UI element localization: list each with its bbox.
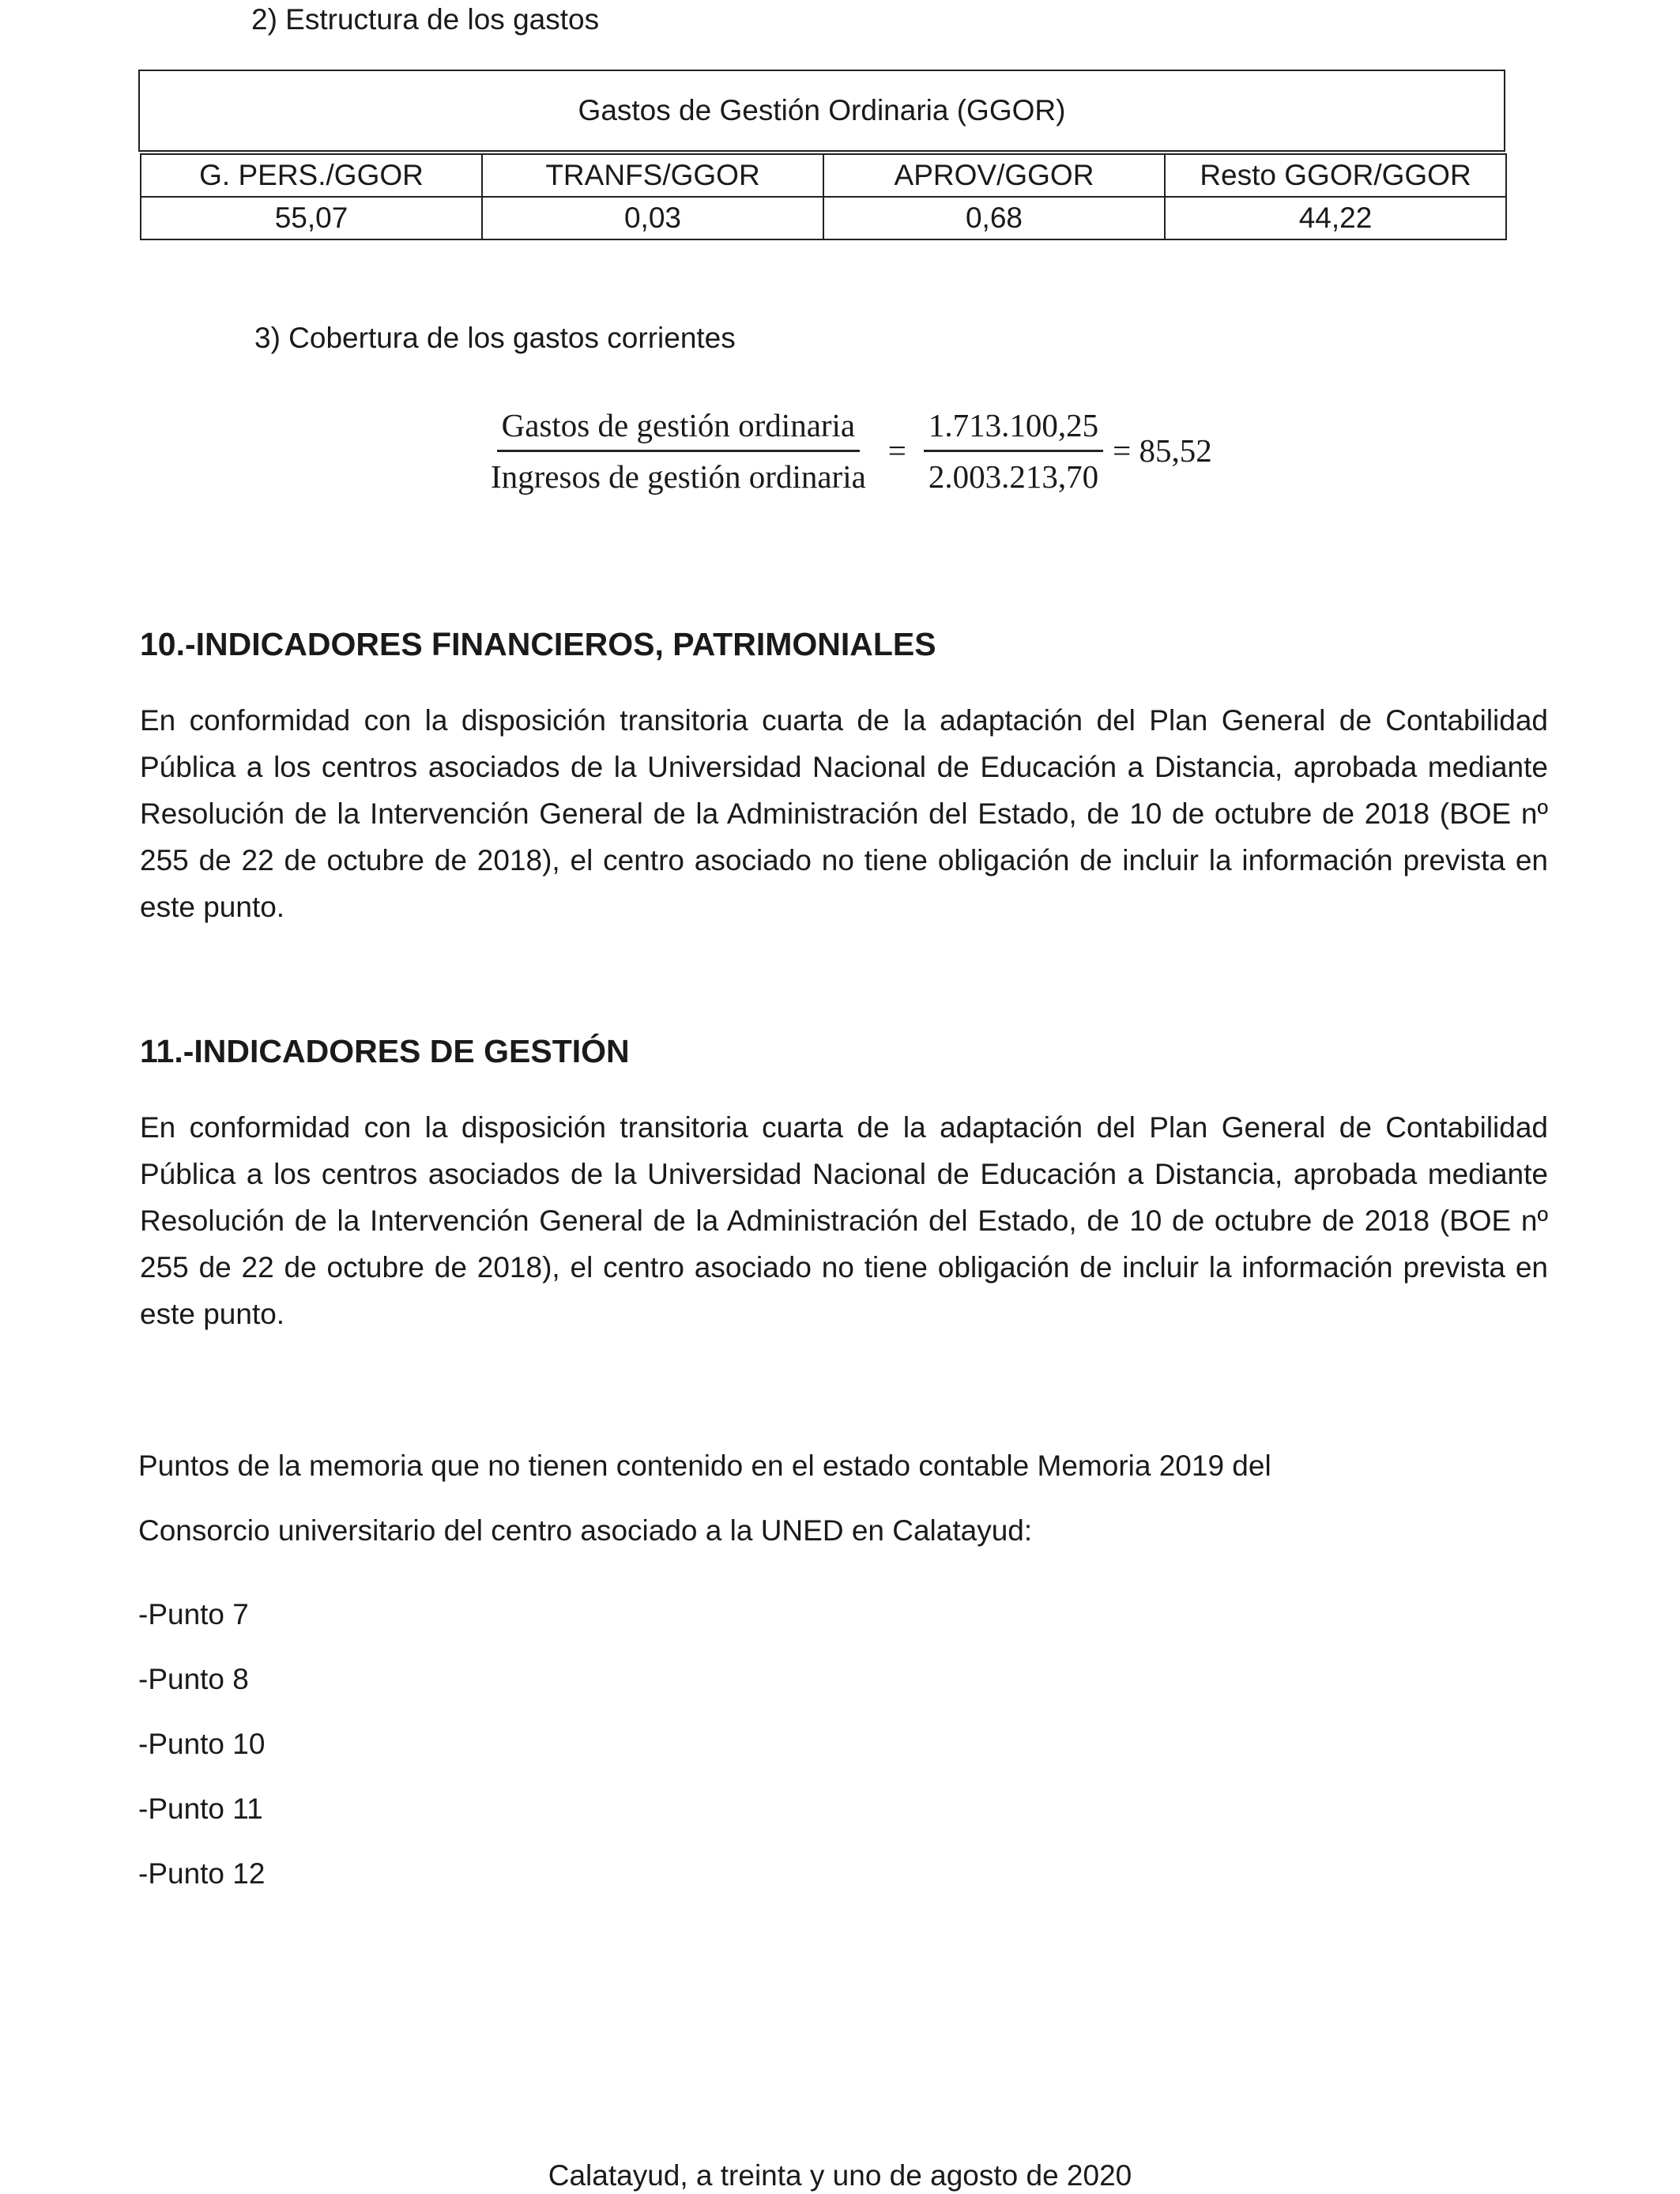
table-header-cell: TRANFS/GGOR	[482, 154, 823, 197]
table-cell: 55,07	[141, 197, 482, 239]
section-10-body: En conformidad con la disposición transitoria cuarta de la adaptación del Plan General de Contabilidad Pública a los centros asociados de la Universidad Nacional de Educación a Distancia, aprobada mediante Resolución de la Intervención General de la Administración del Estado, de 10 de octubre de 2018 (BOE nº 255 de 22 de octubre de 2018), el centro asociado no tiene obligación de incluir la información prevista en este punto.	[140, 704, 1548, 923]
note-line-2: Consorcio universitario del centro asociado a la UNED en Calatayud:	[138, 1514, 1033, 1547]
section-10-title: 10.-INDICADORES FINANCIEROS, PATRIMONIALES	[140, 626, 936, 662]
numerator-label: Gastos de gestión ordinaria	[497, 407, 860, 452]
table-header-row	[141, 154, 1506, 197]
table-cell: 0,03	[482, 197, 823, 239]
formula-result: = 85,52	[1113, 432, 1212, 469]
denominator-value: 2.003.213,70	[928, 458, 1099, 495]
list-item: -Punto 12	[138, 1857, 266, 1890]
coverage-formula	[486, 399, 1212, 502]
list-item: -Punto 11	[138, 1793, 263, 1825]
expense-structure-table	[138, 70, 1505, 243]
numerator-value: 1.713.100,25	[924, 407, 1103, 452]
table-header-cell: G. PERS./GGOR	[141, 154, 482, 197]
equals-sign: =	[887, 432, 906, 469]
section-3-heading: 3) Cobertura de los gastos corrientes	[254, 322, 736, 354]
empty-points-list	[138, 1596, 265, 1921]
section-2-heading: 2) Estructura de los gastos	[251, 3, 600, 36]
list-item: -Punto 8	[138, 1663, 249, 1695]
list-item: -Punto 10	[138, 1728, 266, 1760]
denominator-label: Ingresos de gestión ordinaria	[491, 458, 866, 495]
section-11-body: En conformidad con la disposición transitoria cuarta de la adaptación del Plan General de Contabilidad Pública a los centros asociados de la Universidad Nacional de Educación a Distancia, aprobada mediante Resolución de la Intervención General de la Administración del Estado, de 10 de octubre de 2018 (BOE nº 255 de 22 de octubre de 2018), el centro asociado no tiene obligación de incluir la información prevista en este punto.	[140, 1111, 1548, 1330]
table-header-cell: Resto GGOR/GGOR	[1165, 154, 1506, 197]
table-header-cell: APROV/GGOR	[823, 154, 1165, 197]
section-11-title: 11.-INDICADORES DE GESTIÓN	[140, 1033, 630, 1069]
table-cell: 0,68	[823, 197, 1165, 239]
table-row	[141, 197, 1506, 239]
table-cell: 44,22	[1165, 197, 1506, 239]
place-date-footer: Calatayud, a treinta y uno de agosto de 2020	[548, 2159, 1132, 2192]
table-title: Gastos de Gestión Ordinaria (GGOR)	[138, 70, 1505, 152]
label-fraction	[486, 407, 871, 495]
value-fraction	[924, 407, 1103, 495]
list-item: -Punto 7	[138, 1598, 249, 1630]
table-grid	[140, 153, 1507, 240]
note-line-1: Puntos de la memoria que no tienen contenido en el estado contable Memoria 2019 del	[138, 1449, 1271, 1482]
